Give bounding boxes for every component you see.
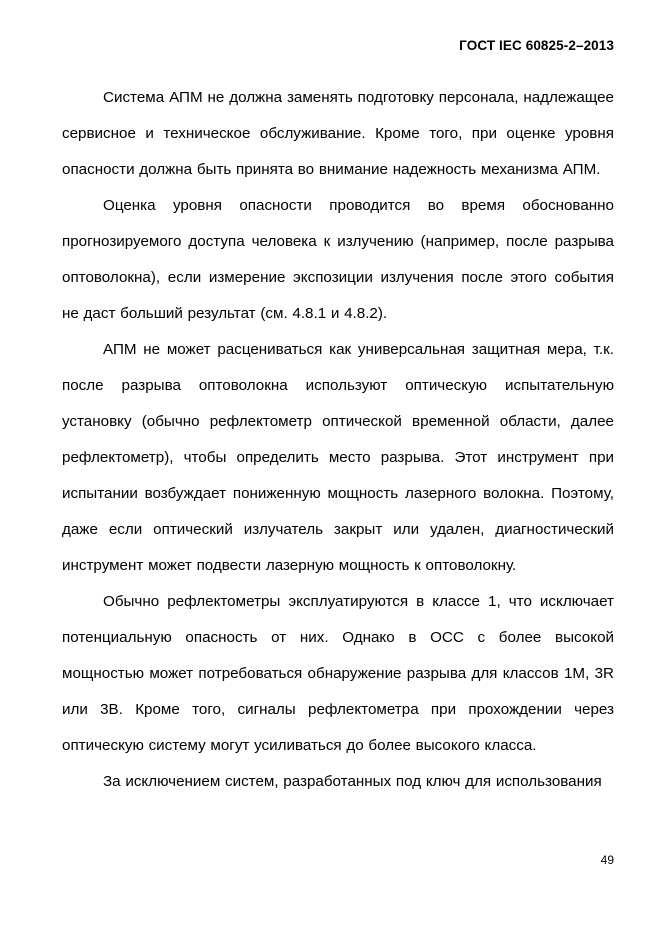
page-number: 49 (600, 853, 614, 867)
paragraph-hazard-assessment: Оценка уровня опасности проводится во время обоснованно прогнозируемого доступа человека к излучению (например, после разрыва оптоволокна), если измерение экспозиции излучения после этого события не даст больший результат (см. 4.8.1 и 4.8.2). (62, 197, 614, 322)
paragraph-reflectometer-class: Обычно рефлектометры эксплуатируются в классе 1, что исключает потенциальную опасность от них. Однако в ОСС с более высокой мощностью может потребоваться обнаружение разрыва для классов 1М, 3R или 3B. Кроме того, сигналы рефлектометра при прохождении через оптическую систему могут усиливаться до более высокого класса. (62, 593, 614, 754)
paragraph-turnkey-systems: За исключением систем, разработанных под ключ для использования (103, 773, 602, 790)
paragraph-apm-not-replacement: Система АПМ не должна заменять подготовку персонала, надлежащее сервисное и техническое обслуживание. Кроме того, при оценке уровня опасности должна быть принята во внимание надежность механизма АПМ. (62, 89, 614, 178)
document-body (62, 80, 614, 800)
document-header-standard: ГОСТ IEC 60825-2–2013 (459, 38, 614, 53)
paragraph-apm-not-universal: АПМ не может расцениваться как универсальная защитная мера, т.к. после разрыва оптоволокна используют оптическую испытательную установку (обычно рефлектометр оптической временной области, далее рефлектометр), чтобы определить место разрыва. Этот инструмент при испытании возбуждает пониженную мощность лазерного волокна. Поэтому, даже если оптический излучатель закрыт или удален, диагностический инструмент может подвести лазерную мощность к оптоволокну. (62, 341, 614, 574)
